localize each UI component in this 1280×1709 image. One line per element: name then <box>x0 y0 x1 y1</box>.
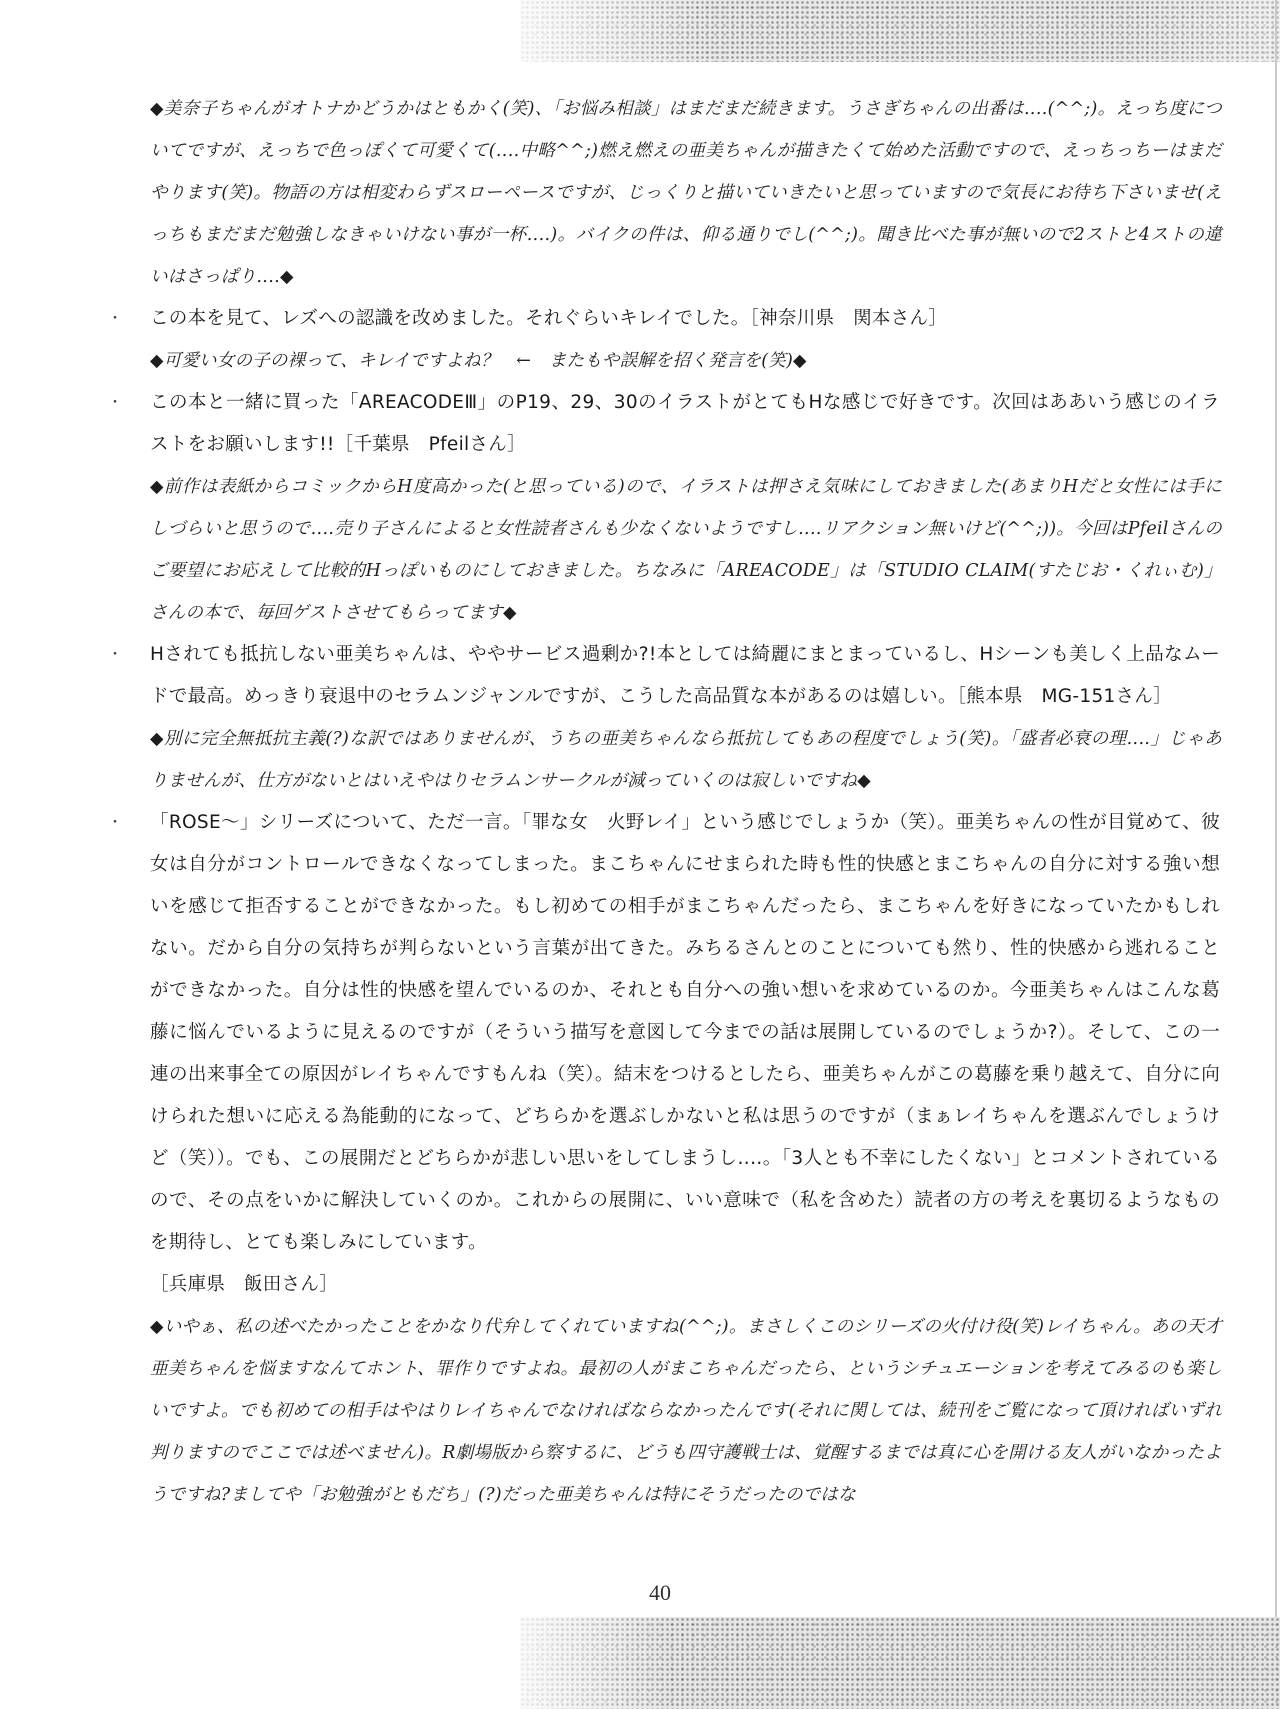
page-number: 40 <box>649 1580 671 1605</box>
reader-comment <box>150 634 1220 718</box>
bullet-point: ・ <box>108 647 122 663</box>
reader-name: ［千葉県 Pfeilさん］ <box>334 434 526 455</box>
screentone-decoration-top <box>520 0 1280 62</box>
bullet-point: ・ <box>108 395 122 411</box>
letter-entry-3 <box>0 382 1280 634</box>
reader-comment <box>150 298 1220 340</box>
letters-column <box>0 88 1280 1516</box>
comment-text: この本を見て、レズへの認識を改めました。それぐらいキレイでした。 <box>150 308 750 329</box>
bullet-point: ・ <box>108 815 122 831</box>
reader-comment <box>150 382 1220 466</box>
comment-text: この本と一緒に買った「AREACODEⅢ」のP19、29、30のイラストがとてもHな感じで好きです。次回はああいう感じのイラストをお願いします!! <box>150 392 1220 455</box>
reader-comment <box>150 802 1220 1306</box>
reader-name: ［熊本県 MG-151さん］ <box>956 686 1172 707</box>
reader-name: ［兵庫県 飯田さん］ <box>150 1274 339 1295</box>
letter-entry-2 <box>0 298 1280 382</box>
author-reply: ◆美奈子ちゃんがオトナかどうかはともかく(笑)、「お悩み相談」はまだまだ続きます。うさぎちゃんの出番は‥‥(^^;)。えっち度についてですが、えっちで色っぽくて可愛くて(‥‥中略^^;)燃え燃えの亜美ちゃんが描きたくて始めた活動ですので、えっちっちーはまだやります(笑)。物語の方は相変わらずスローペースですが、じっくりと描いていきたいと思っていますので気長にお待ち下さいませ(えっちもまだまだ勉強しなきゃいけない事が一杯‥‥)。バイクの件は、仰る通りでし(^^;)。聞き比べた事が無いので2ストと4ストの違いはさっぱり‥‥◆ <box>150 99 1222 287</box>
screentone-decoration-bottom <box>520 1617 1280 1709</box>
author-reply: ◆いやぁ、私の述べたかったことをかなり代弁してくれていますね(^^;)。まさしくこのシリーズの火付け役(笑)レイちゃん。あの天才亜美ちゃんを悩ますなんてホント、罪作りですよね。最初の人がまこちゃんだったら、というシチュエーションを考えてみるのも楽しいですよ。でも初めての相手はやはりレイちゃんでなければならなかったんです(それに関しては、続刊をご覧になって頂ければいずれ判りますのでここでは述べません)。R劇場版から察するに、どうも四守護戦士は、覚醒するまでは真に心を開ける友人がいなかったようですね?ましてや「お勉強がともだち」(?)だった亜美ちゃんは特にそうだったのではな <box>150 1317 1222 1505</box>
letter-entry-1 <box>0 88 1280 298</box>
bullet-point: ・ <box>108 311 122 327</box>
author-reply: ◆前作は表紙からコミックからH度高かった(と思っている)ので、イラストは押さえ気味にしておきました(あまりHだと女性には手にしづらいと思うので‥‥売り子さんによると女性読者さんも少なくないようですし‥‥リアクション無いけど(^^;))。今回はPfeilさんのご要望にお応えして比較的Hっぽいものにしておきました。ちなみに「AREACODE」は「STUDIO CLAIM(すたじお・くれぃむ)」さんの本で、毎回ゲストさせてもらってます◆ <box>150 477 1222 623</box>
reader-name: ［神奈川県 関本さん］ <box>749 308 948 329</box>
author-reply: ◆可愛い女の子の裸って、キレイですよね？ ← またもや誤解を招く発言を(笑)◆ <box>150 351 807 371</box>
letter-entry-5 <box>0 802 1280 1516</box>
author-reply: ◆別に完全無抵抗主義(?)な訳ではありませんが、うちの亜美ちゃんなら抵抗してもあの程度でしょう(笑)。「盛者必衰の理‥‥」じゃありませんが、仕方がないとはいえやはりセラムンサークルが減っていくのは寂しいですね◆ <box>150 729 1222 791</box>
comment-text: 「ROSE～」シリーズについて、ただ一言。「罪な女 火野レイ」という感じでしょうか（笑）。亜美ちゃんの性が目覚めて、彼女は自分がコントロールできなくなってしまった。まこちゃんにせまられた時も性的快感とまこちゃんの自分に対する強い想いを感じて拒否することができなかった。もし初めての相手がまこちゃんだったら、まこちゃんを好きになっていたかもしれない。だから自分の気持ちが判らないという言葉が出てきた。みちるさんとのことについても然り、性的快感から逃れることができなかった。自分は性的快感を望んでいるのか、それとも自分への強い想いを求めているのか。今亜美ちゃんはこんな葛藤に悩んでいるように見えるのですが（そういう描写を意図して今までの話は展開しているのでしょうか?）。そして、この一連の出来事全ての原因がレイちゃんですもんね（笑）。結末をつけるとしたら、亜美ちゃんがこの葛藤を乗り越えて、自分に向けられた想いに応える為能動的になって、どちらかを選ぶしかないと私は思うのですが（まぁレイちゃんを選ぶんでしょうけど（笑））。でも、この展開だとどちらかが悲しい思いをしてしまうし‥‥。「3人とも不幸にしたくない」とコメントされているので、その点をいかに解決していくのか。これからの展開に、いい意味で（私を含めた）読者の方の考えを裏切るようなものを期待し、とても楽しみにしています。 <box>150 812 1220 1253</box>
letter-entry-4 <box>0 634 1280 802</box>
comment-text: Hされても抵抗しない亜美ちゃんは、ややサービス過剰か?!本としては綺麗にまとまっているし、Hシーンも美しく上品なムードで最高。めっきり衰退中のセラムンジャンルですが、こうした高品質な本があるのは嬉しい。 <box>150 644 1220 707</box>
